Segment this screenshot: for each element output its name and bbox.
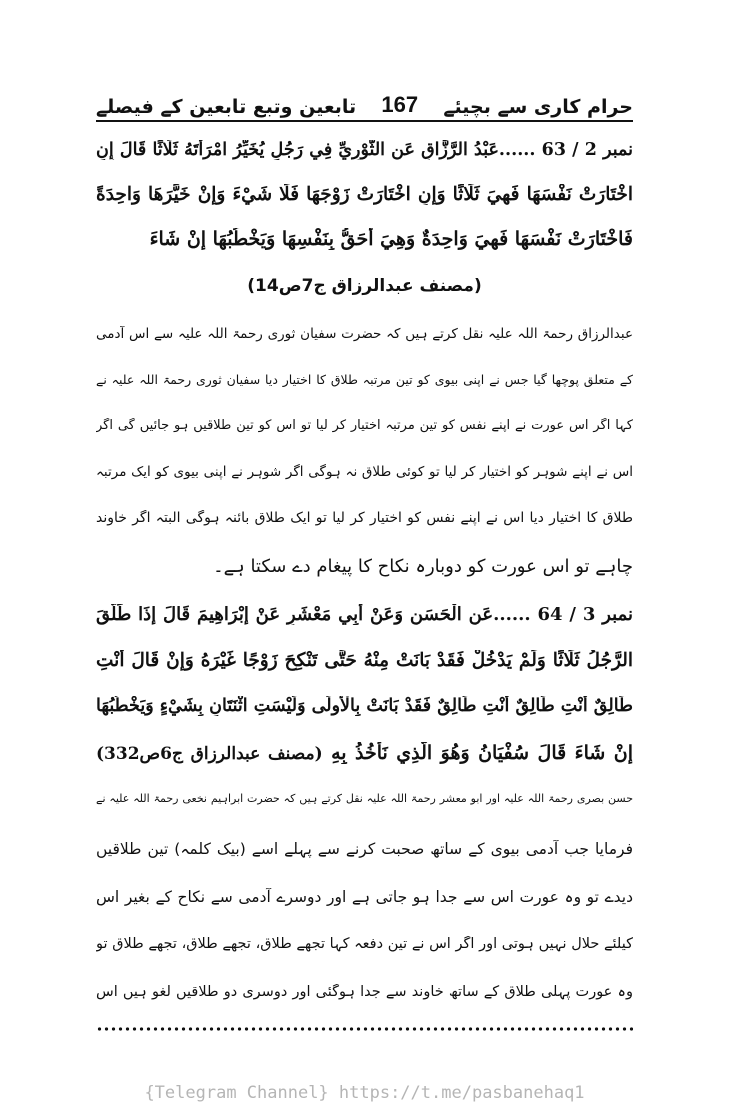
entry2-reference: (مصنف عبدالرزاق ج6ص332) xyxy=(96,744,323,764)
entry2-arabic-text-4: إِنْ شَاءَ قَالَ سُفْيَانُ وَهُوَ الَّذِي نَأْخُذُ بِهِ xyxy=(331,742,633,764)
entry1-arabic-text-1: ......عَبْدُ الرَّزَّاقِ عَنِ الثَّوْرِيِّ فِي رَجُلٍ يُخَيِّرُ امْرَأَتَهُ ثَلَاثًا قَالَ إِنِ xyxy=(96,140,536,160)
section-heading: تابعین وتبع تابعین کے فیصلے xyxy=(96,96,357,118)
entry1-urdu-line-4: اس نے اپنے شوہر کو اختیار کر لیا تو کوئی طلاق نہ ہوگی اگر شوہر نے اپنی بیوی کو ایک مرتبہ xyxy=(96,464,633,480)
entry2-arabic-line-1 xyxy=(96,604,633,625)
entry2-arabic-text-1: ......عَنِ الْحَسَنِ وَعَنْ أَبِي مَعْشَرٍ عَنْ إِبْرَاهِيمَ قَالَ إِذَا طَلَّقَ xyxy=(96,604,531,625)
entry2-arabic-line-3: طَالِقٌ أَنْتِ طَالِقٌ أَنْتِ طَالِقٌ فَقَدْ بَانَتْ بِالْأُولَى وَلَيْسَتِ اثْنَتَانِ بِشَيْءٍ وَيَخْطُبُهَا xyxy=(96,696,633,716)
entry2-urdu-line-2: فرمایا جب آدمی بیوی کے ساتھ صحبت کرنے سے پہلے اسے (بیک کلمہ) تین طلاقیں xyxy=(96,840,633,858)
entry2-urdu-line-3: دیدے تو وہ عورت اس سے جدا ہو جاتی ہے اور دوسرے آدمی سے نکاح کے بغیر اس xyxy=(96,888,633,906)
entry2-number: 64 / 3 xyxy=(537,604,596,625)
entry1-urdu-line-3: کہا اگر اس عورت نے اپنے نفس کو تین مرتبہ اختیار کر لیا تو اس کو تین طلاقیں ہو جائیں گی اگر xyxy=(96,418,633,433)
dotted-divider xyxy=(96,1026,633,1032)
entry2-label: نمبر xyxy=(602,604,633,625)
book-title: حرام کاری سے بچیئے xyxy=(443,96,633,118)
header-rule xyxy=(96,120,633,122)
entry1-urdu-line-2: کے متعلق پوچھا گیا جس نے اپنی بیوی کو تین مرتبہ طلاق کا اختیار دیا سفیان ثوری رحمۃ اللہ علیہ نے xyxy=(96,372,633,387)
entry1-urdu-line-5: طلاق کا اختیار دیا اس نے اپنے نفس کو اختیار کر لیا تو ایک طلاق بائنہ ہوگی البتہ اگر خاوند xyxy=(96,510,633,526)
entry2-urdu-line-5: وہ عورت پہلی طلاق کے ساتھ خاوند سے جدا ہوگئی اور دوسری دو طلاقیں لغو ہیں اس xyxy=(96,984,633,1000)
entry2-urdu-line-1: حسن بصری رحمۃ اللہ علیہ اور ابو معشر رحمۃ اللہ علیہ نقل کرتے ہیں کہ حضرت ابراہیم نخعی رحمۃ اللہ علیہ نے xyxy=(96,792,633,805)
telegram-watermark: {Telegram Channel} https://t.me/pasbanehaq1 xyxy=(144,1083,585,1103)
entry1-urdu-line-1: عبدالرزاق رحمۃ اللہ علیہ نقل کرتے ہیں کہ حضرت سفیان ثوری رحمۃ اللہ علیہ سے اس آدمی xyxy=(96,326,633,342)
page-header xyxy=(96,84,633,118)
entry2-arabic-line-4 xyxy=(96,742,633,764)
entry1-number: 63 / 2 xyxy=(541,140,597,160)
entry1-arabic-line-1 xyxy=(96,140,633,160)
page-number: 167 xyxy=(381,92,419,117)
entry1-reference: (مصنف عبدالرزاق ج7ص14) xyxy=(247,276,482,296)
entry2-arabic-line-2: الرَّجُلُ ثَلَاثًا وَلَمْ يَدْخُلْ فَقَدْ بَانَتْ مِنْهُ حَتَّى تَنْكِحَ زَوْجًا غَيْرَهُ وَإِنْ قَالَ أَنْتِ xyxy=(96,650,633,671)
entry1-arabic-line-3: فَاخْتَارَتْ نَفْسَهَا فَهِيَ وَاحِدَةٌ وَهِيَ أَحَقُّ بِنَفْسِهَا وَيَخْطُبُهَا إِنْ شَاءَ xyxy=(149,228,633,250)
entry1-arabic-line-2: اخْتَارَتْ نَفْسَهَا فَهِيَ ثَلَاثًا وَإِنِ اخْتَارَتْ زَوْجَهَا فَلَا شَيْءَ وَإِنْ خَيَّرَهَا وَاحِدَةً xyxy=(96,184,633,205)
entry1-urdu-line-6: چاہے تو اس عورت کو دوبارہ نکاح کا پیغام دے سکتا ہے۔ xyxy=(213,556,633,577)
entry2-urdu-line-4: کیلئے حلال نہیں ہوتی اور اگر اس نے تین دفعہ کہا تجھے طلاق، تجھے طلاق، تجھے طلاق تو xyxy=(96,936,633,952)
entry1-label: نمبر xyxy=(603,140,633,160)
